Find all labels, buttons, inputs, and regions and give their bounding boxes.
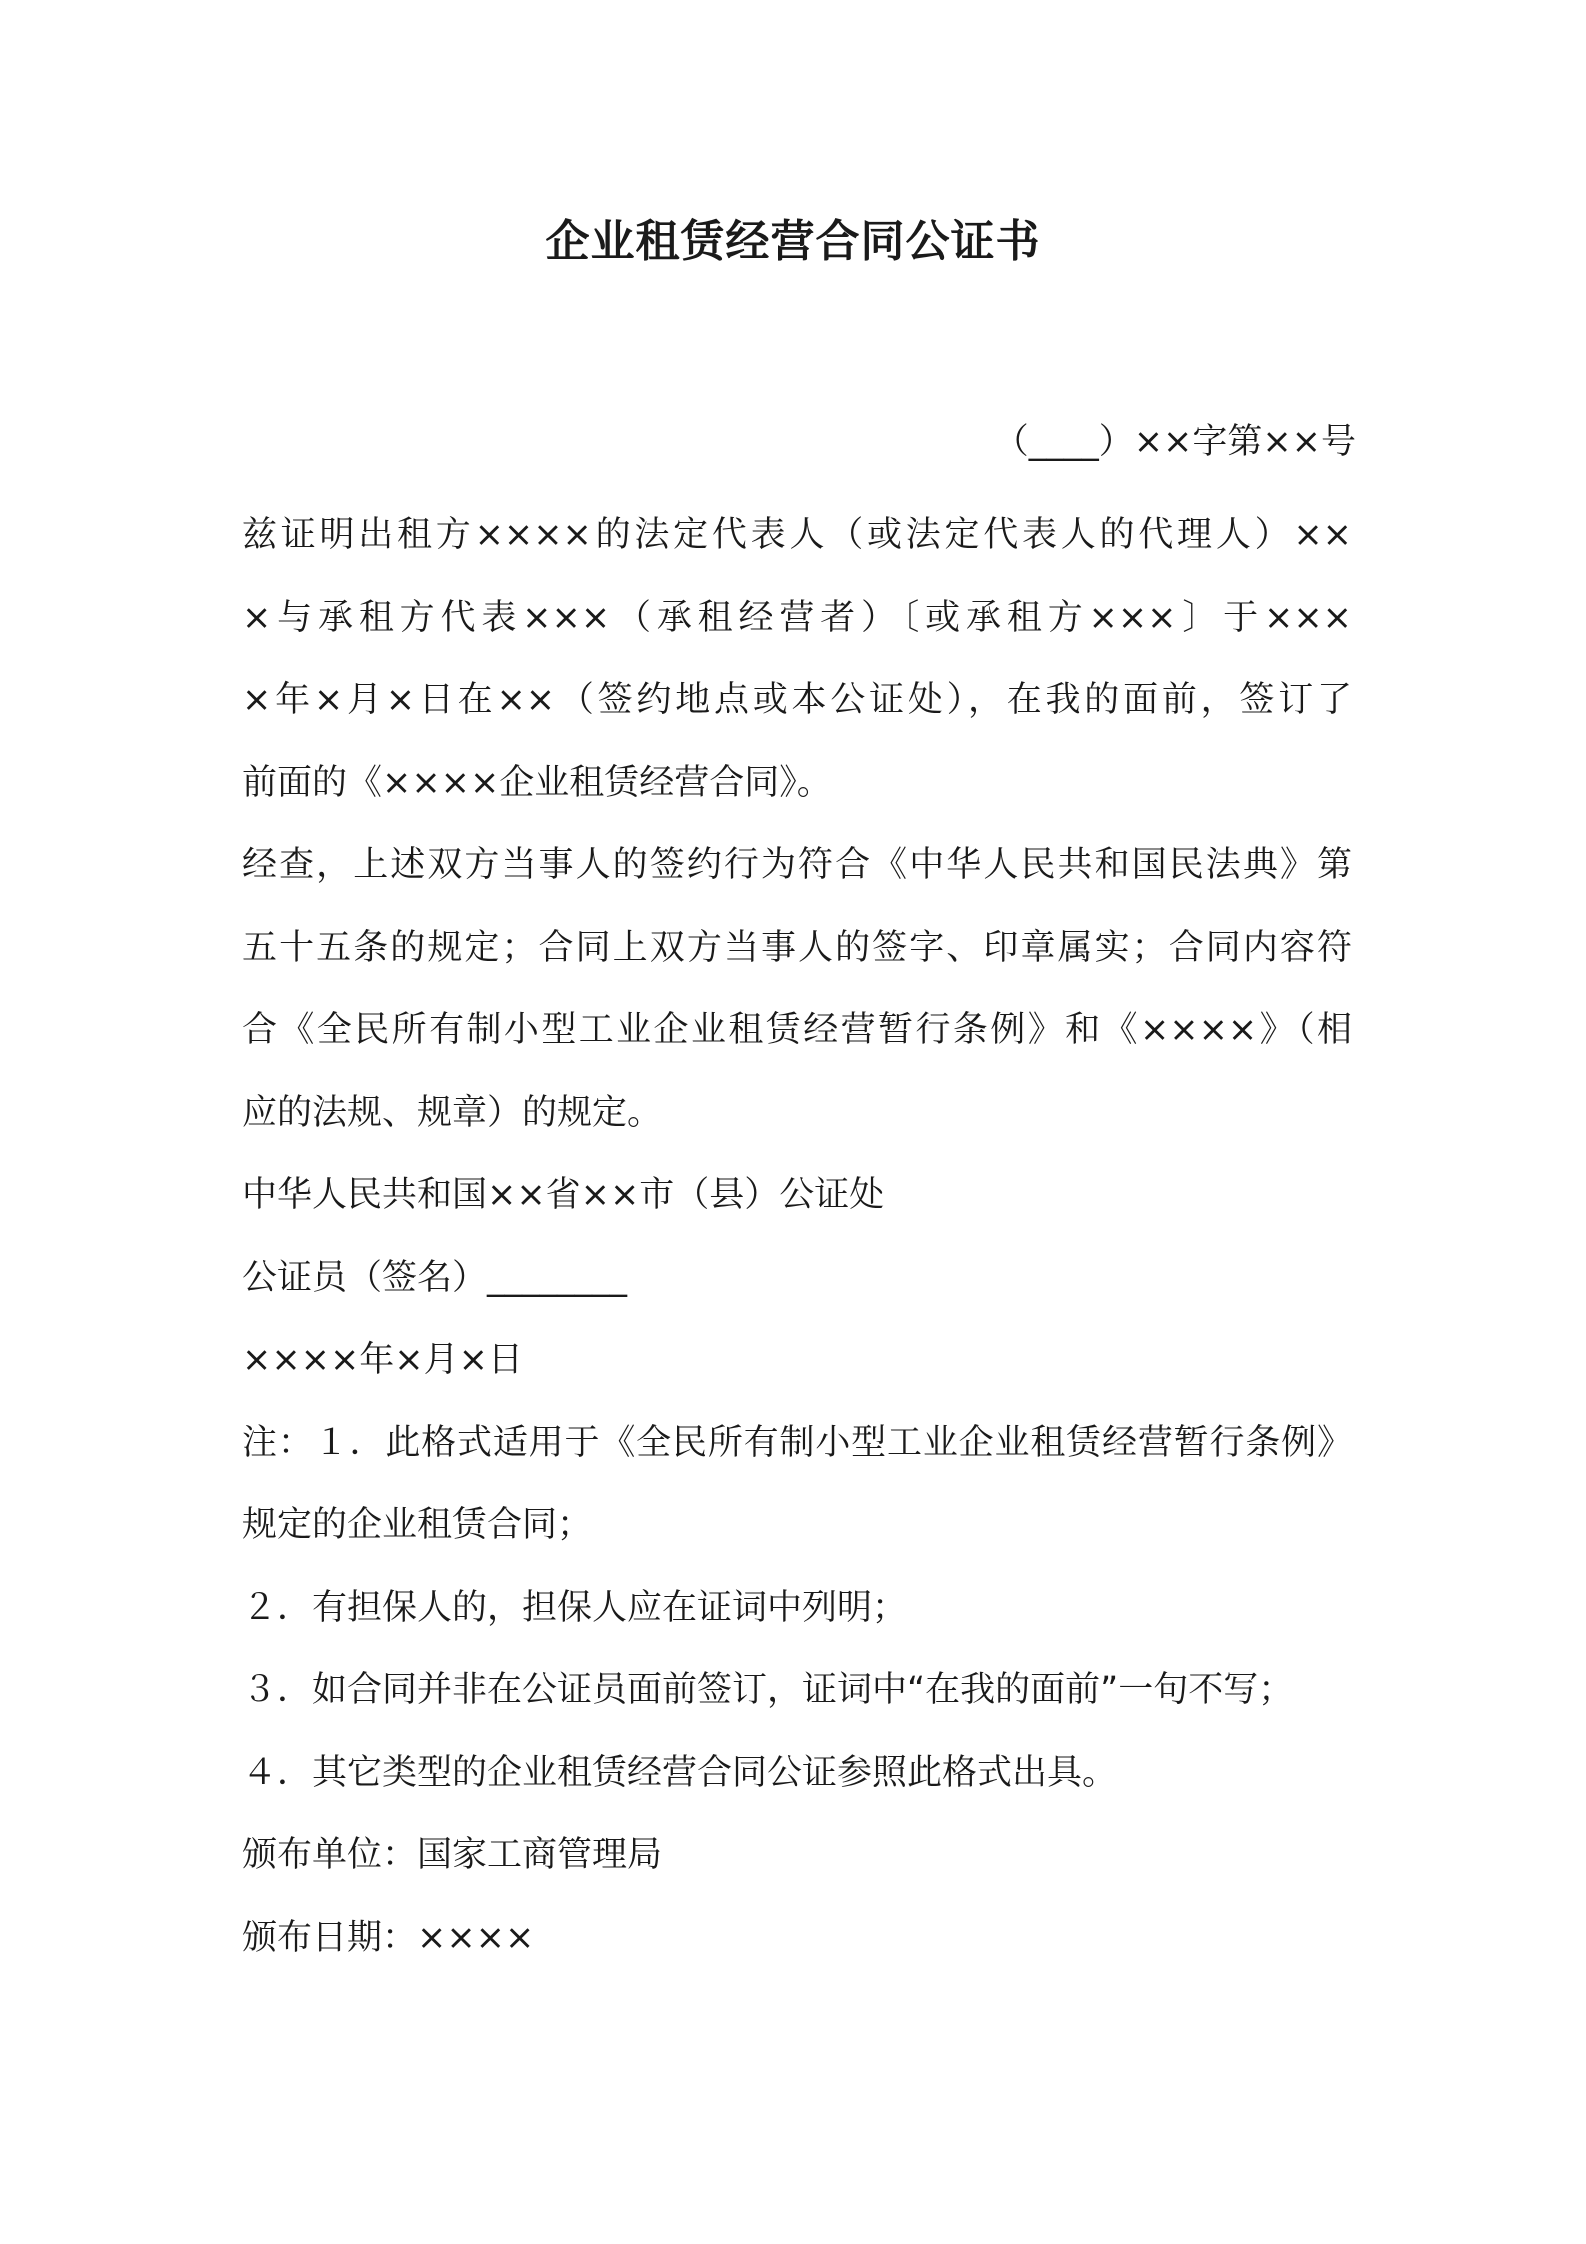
body-line: 兹证明出租方××××的法定代表人（或法定代表人的代理人）×× [242, 515, 1352, 555]
note-line: ３．如合同并非在公证员面前签订，证词中“在我的面前”一句不写； [242, 1670, 1294, 1710]
note-line: ４．其它类型的企业租赁经营合同公证参照此格式出具。 [242, 1752, 1118, 1793]
notary-office-line: 中华人民共和国××省××市（县）公证处 [242, 1175, 885, 1215]
body-line: ×与承租方代表×××（承租经营者）〔或承租方×××〕于××× [242, 597, 1352, 638]
note-line: ２．有担保人的，担保人应在证词中列明； [242, 1587, 908, 1628]
body-line: ×年×月×日在××（签约地点或本公证处），在我的面前，签订了 [242, 680, 1352, 720]
note-line: 规定的企业租赁合同； [242, 1505, 593, 1545]
body-line: 前面的《××××企业租赁经营合同》。 [242, 762, 832, 803]
document-body [242, 494, 1352, 1979]
document-title: 企业租赁经营合同公证书 [545, 216, 1041, 267]
issue-date-line: 颁布日期：×××× [242, 1917, 535, 1958]
notary-signature-line: 公证员（签名）________ [242, 1257, 628, 1298]
date-line: ××××年×月×日 [242, 1340, 523, 1380]
note-line: 注：１．此格式适用于《全民所有制小型工业企业租赁经营暂行条例》 [242, 1422, 1352, 1463]
issuer-line: 颁布单位：国家工商管理局 [242, 1835, 663, 1875]
body-line: 应的法规、规章）的规定。 [242, 1092, 663, 1133]
document-number: （____）××字第××号 [993, 422, 1356, 462]
body-line: 五十五条的规定；合同上双方当事人的签字、印章属实；合同内容符 [242, 927, 1352, 968]
body-line: 合《全民所有制小型工业企业租赁经营暂行条例》和《××××》（相 [242, 1010, 1352, 1050]
body-line: 经查，上述双方当事人的签约行为符合《中华人民共和国民法典》第 [242, 845, 1352, 885]
